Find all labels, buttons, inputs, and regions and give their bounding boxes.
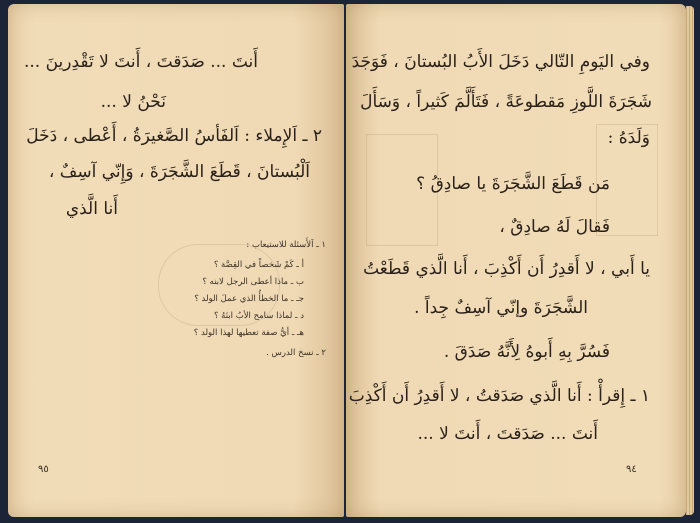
right-line-1: وفي اليَومِ التّالي دَخَلَ الأَبُ البُستانَ ، فَوَجَدَ [351,52,650,72]
right-line-7: الشَّجَرَةَ وإنّي آسِفٌ جِداً . [414,298,588,318]
left-line-3: ٢ ـ اَلإِملاء : اَلفَأسُ الصَّغيرَةُ ، أَعْطى ، دَخَلَ [26,126,322,146]
left-line-1: أَنتَ ... صَدَقتَ ، أَنتَ لا تَقْدِرينَ ... [23,52,258,72]
right-page-number: ٩٤ [626,464,637,475]
question-e: هـ ـ أيُّ صفة تعطيها لهذا الولد ؟ [193,328,304,338]
questions-heading: ١ ـ اَلأَسئلة للاستيعاب : [246,240,326,250]
question-c: جـ ـ ما الخطأُ الذي عملَ الولد ؟ [194,294,304,304]
question-b: ب ـ ماذا أعطى الرجل لابنه ؟ [202,277,304,287]
copy-task: ٢ ـ نسخ الدرس . [266,348,326,358]
right-line-6: يا أَبي ، لا أَقدِرُ أَن أَكْذِبَ ، أَنا الَّذي قَطَعْتُ [363,259,650,279]
right-line-5: فَقالَ لَهُ صادِقٌ ، [499,217,610,237]
right-line-2: شَجَرَةَ اللَّوزِ مَقطوعَةً ، فَتَأَلَّمَ كَثيراً ، وَسَأَلَ [360,92,652,112]
page-edges [686,6,694,515]
question-a: أ ـ كَمْ شَخصاً في القِصَّة ؟ [213,260,304,270]
right-line-4: مَن قَطَعَ الشَّجَرَةَ يا صادِقُ ؟ [416,174,610,194]
right-line-9: ١ ـ إِقرأْ : أَنا الَّذي صَدَقتُ ، لا أَقدِرُ أَن أَكْذِبَ [348,386,650,406]
question-d: د ـ لماذا سامح الأبُ ابنَهُ ؟ [213,311,304,321]
left-line-5: أَنا الَّذي [65,199,118,219]
left-page [8,4,344,517]
right-line-10: أَنتَ ... صَدَقتَ ، أَنتَ لا ... [417,424,598,444]
right-page [346,4,686,517]
left-line-2: نَحْنُ لا ... [100,92,166,112]
right-line-8: فَسُرَّ بِهِ أَبوهُ لِأَنَّهُ صَدَقَ . [443,342,610,362]
left-line-4: اَلْبُستانَ ، قَطَعَ الشَّجَرَةَ ، وَإِنّي آسِفٌ ، [48,162,310,182]
left-page-number: ٩٥ [38,464,49,475]
right-line-3: وَلَدَهُ : [607,128,650,148]
